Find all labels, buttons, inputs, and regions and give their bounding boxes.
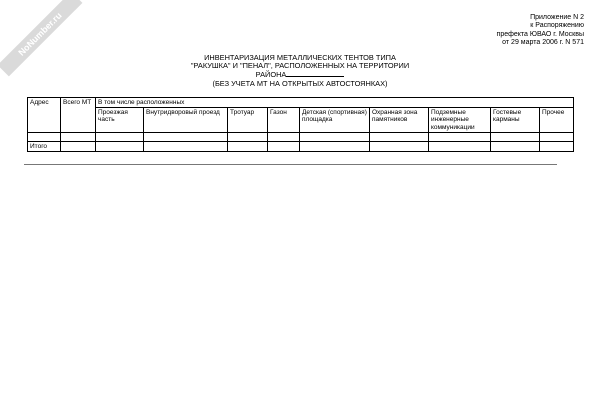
watermark: NoNumber.ru [0, 0, 82, 76]
approval-line: от 29 марта 2006 г. N 571 [502, 39, 584, 47]
table-cell [429, 142, 491, 152]
header-row-group [28, 98, 574, 108]
total-row-label: Итого [28, 142, 61, 152]
document-title [150, 54, 450, 88]
header-other: Прочее [540, 108, 574, 133]
table-cell [300, 142, 370, 152]
rayon-blank-field [286, 70, 344, 77]
title-line: "РАКУШКА" И "ПЕНАЛ", РАСПОЛОЖЕННЫХ НА ТЕРРИТОРИИ [190, 61, 410, 71]
table-cell [96, 142, 144, 152]
header-playground: Детская (спортивная) площадка [300, 108, 370, 133]
title-line: ИНВЕНТАРИЗАЦИЯ МЕТАЛЛИЧЕСКИХ ТЕНТОВ ТИПА [204, 53, 396, 62]
header-courtyard-drive: Внутридворовый проезд [144, 108, 228, 133]
table-cell [300, 133, 370, 142]
header-address: Адрес [28, 98, 61, 133]
table-cell [540, 133, 574, 142]
inventory-table [27, 97, 574, 152]
header-row-subcolumns [28, 108, 574, 133]
header-lawn: Газон [268, 108, 300, 133]
table-cell [491, 133, 540, 142]
table-cell [268, 142, 300, 152]
rayon-label: РАЙОНА [255, 70, 287, 80]
table-cell [96, 133, 144, 142]
table-cell [28, 133, 61, 142]
title-line: (БЕЗ УЧЕТА МТ НА ОТКРЫТЫХ АВТОСТОЯНКАХ) [212, 78, 388, 88]
approval-line: к Распоряжению [530, 22, 584, 30]
header-monument-zone: Охранная зона памятников [370, 108, 429, 133]
table-cell [144, 133, 228, 142]
total-row [28, 142, 574, 152]
table-cell [144, 142, 228, 152]
table-cell [540, 142, 574, 152]
approval-line: префекта ЮВАО г. Москвы [496, 30, 584, 38]
header-total-mt: Всего МТ [61, 98, 96, 133]
header-underground-utilities: Подземные инженерные коммуникации [429, 108, 491, 133]
table-cell [61, 133, 96, 142]
header-group-located: В том числе расположенных [96, 98, 574, 108]
table-cell [61, 142, 96, 152]
approval-block [497, 14, 584, 48]
table-cell [268, 133, 300, 142]
table-cell [228, 133, 268, 142]
footer-divider [24, 164, 557, 165]
header-carriageway: Проезжая часть [96, 108, 144, 133]
table-cell [370, 133, 429, 142]
table-cell [491, 142, 540, 152]
header-guest-pockets: Гостевые карманы [491, 108, 540, 133]
header-sidewalk: Тротуар [228, 108, 268, 133]
table-cell [370, 142, 429, 152]
table-cell [429, 133, 491, 142]
approval-line: Приложение N 2 [530, 14, 584, 21]
table-cell [228, 142, 268, 152]
table-row [28, 133, 574, 142]
